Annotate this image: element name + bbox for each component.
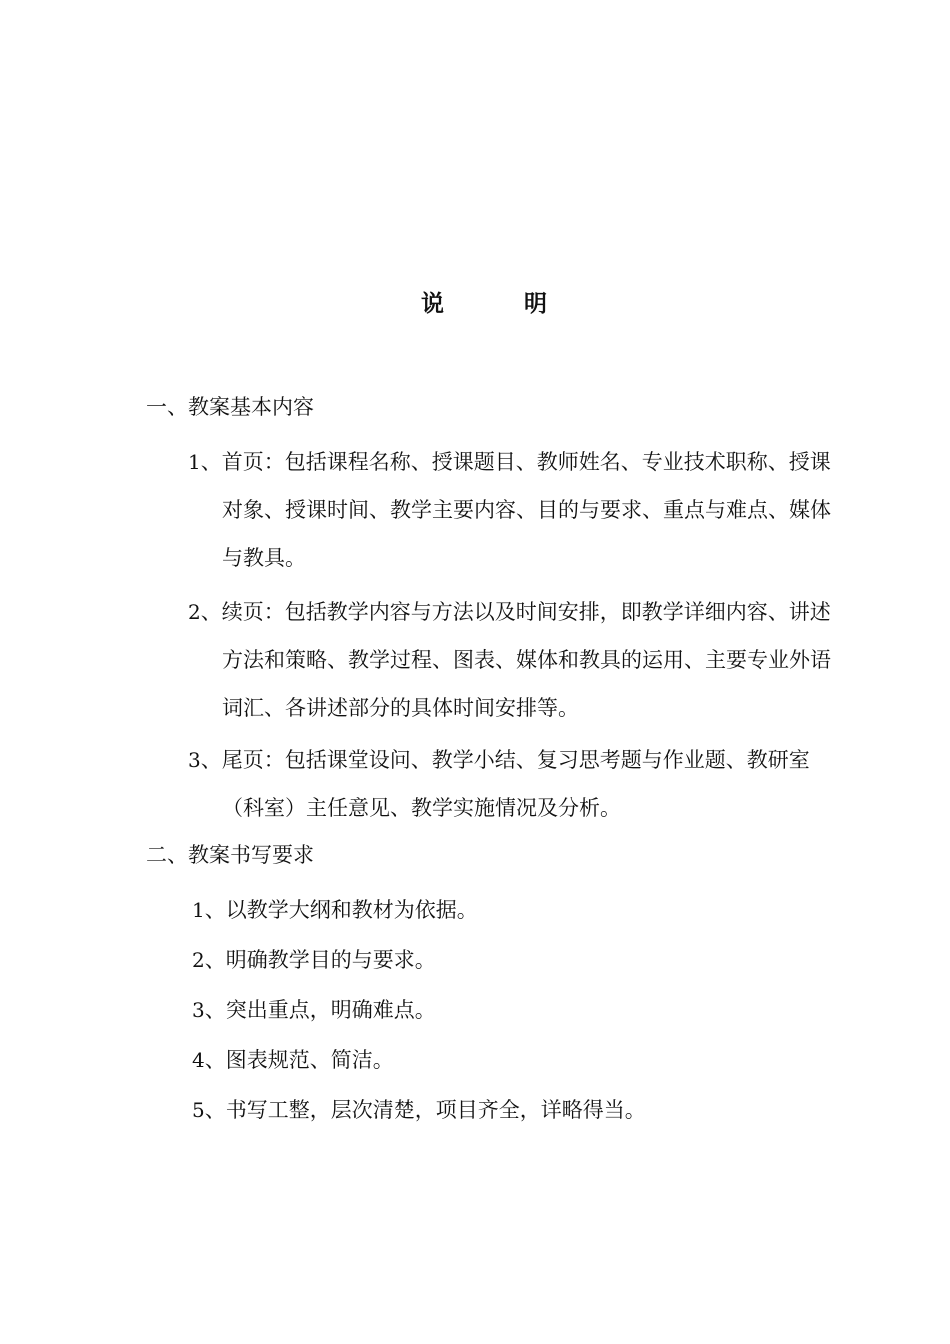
- item-text: 、书写工整，层次清楚，项目齐全，详略得当。: [204, 1098, 646, 1122]
- item-text: 、以教学大纲和教材为依据。: [204, 898, 478, 922]
- item-text: 、突出重点，明确难点。: [204, 998, 436, 1022]
- item-text: 、首页：包括课程名称、授课题目、教师姓名、专业技术职称、授课对象、授课时间、教学主要内容、目的与要求、重点与难点、媒体与教具。: [200, 450, 831, 570]
- requirement-item: [192, 994, 436, 1024]
- item-number: 2: [188, 600, 201, 624]
- list-item-continuation-page: [188, 588, 848, 732]
- requirement-item: [192, 944, 436, 974]
- list-item-last-page: [188, 736, 848, 832]
- item-text: 、图表规范、简洁。: [204, 1048, 394, 1072]
- item-text: 、续页：包括教学内容与方法以及时间安排，即教学详细内容、讲述方法和策略、教学过程、图表、媒体和教具的运用、主要专业外语词汇、各讲述部分的具体时间安排等。: [200, 600, 831, 720]
- item-number: 2: [192, 948, 205, 972]
- item-number: 3: [192, 998, 205, 1022]
- list-item-front-page: [188, 438, 848, 582]
- item-number: 3: [188, 748, 201, 772]
- item-text: 、尾页：包括课堂设问、教学小结、复习思考题与作业题、教研室（科室）主任意见、教学实施情况及分析。: [200, 748, 810, 820]
- requirement-item: [192, 1044, 394, 1074]
- item-number: 1: [192, 898, 205, 922]
- requirement-item: [192, 894, 478, 924]
- item-text: 、明确教学目的与要求。: [204, 948, 436, 972]
- section-heading-writing-requirements: 二、教案书写要求: [146, 843, 314, 867]
- section-heading-basic-content: 一、教案基本内容: [146, 395, 314, 419]
- item-number: 1: [188, 450, 201, 474]
- page-title: 说 明: [420, 291, 583, 317]
- item-number: 4: [192, 1048, 205, 1072]
- requirement-item: [192, 1094, 646, 1124]
- item-number: 5: [192, 1098, 205, 1122]
